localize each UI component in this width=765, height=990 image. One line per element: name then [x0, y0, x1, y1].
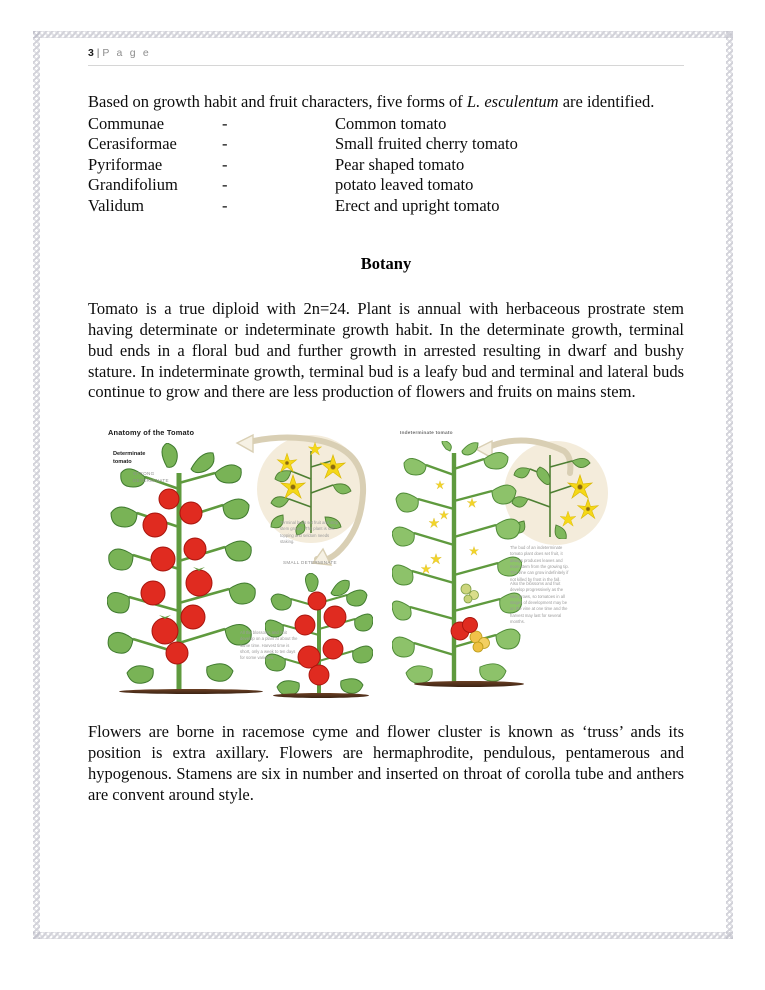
form-name: Grandifolium	[88, 175, 178, 195]
flowers-paragraph: Flowers are borne in racemose cyme and flower cluster is known as ‘truss’ ands its position is extra axillary. Flowers are hermaphrodite, pendulous, pentamerous and hypogenous. Stamens are six in number and inserted on throat of corolla tube and anthers are convent around style.	[88, 722, 684, 804]
form-name: Communae	[88, 113, 165, 133]
figure-panel-indeterminate	[388, 423, 632, 700]
border-edge-top	[33, 31, 733, 38]
form-name: Cerasiformae	[88, 134, 177, 154]
list-item	[88, 114, 684, 135]
page-header	[88, 47, 684, 66]
section-heading-botany: Botany	[360, 254, 412, 274]
indeterminate-tomato-plant-illustration	[392, 441, 522, 685]
determinate-tomato-plant-illustration	[107, 443, 257, 691]
figure-panel-determinate	[105, 423, 388, 700]
form-dash: -	[222, 113, 228, 133]
caption-indeterminate-harvest: Also the blossoms and fruit develop progressively as the vine grows, so tomatoes in all stages of development may be on the vine at one time and the harvest may last for several months.	[510, 581, 568, 624]
list-item	[88, 175, 684, 196]
label-small-determinate: SMALL DETERMINATE	[283, 560, 337, 566]
form-description: Pear shaped tomato	[335, 154, 465, 174]
caption-terminal-buds: Terminal buds set fruit and stop stem growth. The plant is self-topping and seldom needs staking.	[280, 520, 339, 545]
label-strong-determinate: STRONG DETERMINATE	[133, 471, 169, 483]
soil-strip-small-determinate	[273, 693, 369, 698]
list-item	[88, 196, 684, 217]
intro-text-before: Based on growth habit and fruit characters, five forms of	[88, 92, 467, 111]
label-indeterminate-tomato: Indeterminate tomato	[400, 431, 453, 437]
form-name: Validum	[88, 195, 144, 215]
indeterminate-flower-closeup-illustration	[510, 447, 602, 539]
soil-strip-determinate	[119, 689, 263, 694]
intro-paragraph	[88, 92, 684, 113]
border-edge-bottom	[33, 932, 733, 939]
soil-strip-indeterminate	[414, 681, 524, 687]
list-item	[88, 155, 684, 176]
list-item	[88, 134, 684, 155]
border-edge-left	[33, 31, 40, 939]
form-description: potato leaved tomato	[335, 175, 474, 195]
label-determinate-tomato: Determinate tomato	[113, 451, 146, 465]
caption-all-blossoms: All the blossoms and fruit develop on a plant at about the same time. Harvest time is short, only a week to ten days for some varieties.	[240, 630, 298, 661]
species-name-italic: L. esculentum	[466, 92, 559, 111]
intro-text-after: are identified.	[558, 92, 655, 111]
page-label: P a g e	[102, 47, 151, 59]
form-description: Common tomato	[335, 113, 447, 133]
header-separator: |	[96, 47, 100, 59]
page-number: 3	[88, 47, 94, 59]
page-content	[88, 47, 684, 805]
caption-indeterminate-growth: The bud of an indeterminate tomato plant does set fruit, it always produces leaves and more stem from the growing tip. The vine can grow indefinitely if not killed by frost in the fall.	[510, 545, 569, 582]
form-dash: -	[222, 154, 228, 174]
botany-paragraph: Tomato is a true diploid with 2n=24. Plant is annual with herbaceous prostrate stem having determinate or indeterminate growth habit. In the determinate growth, terminal bud ends in a floral bud and further growth in arrested resulting in dwarf and bushy stature. In indeterminate growth, terminal bud is a leafy bud and terminal and lateral buds continue to grow and there are less production of flowers and fruits on mains stem.	[88, 299, 684, 402]
form-dash: -	[222, 134, 228, 154]
form-description: Small fruited cherry tomato	[335, 134, 518, 154]
forms-list	[88, 114, 684, 217]
border-edge-right	[726, 31, 733, 939]
tomato-anatomy-figure	[105, 423, 632, 700]
form-dash: -	[222, 195, 228, 215]
form-description: Erect and upright tomato	[335, 195, 500, 215]
figure-title: Anatomy of the Tomato	[108, 428, 195, 438]
form-name: Pyriformae	[88, 154, 163, 174]
form-dash: -	[222, 175, 228, 195]
